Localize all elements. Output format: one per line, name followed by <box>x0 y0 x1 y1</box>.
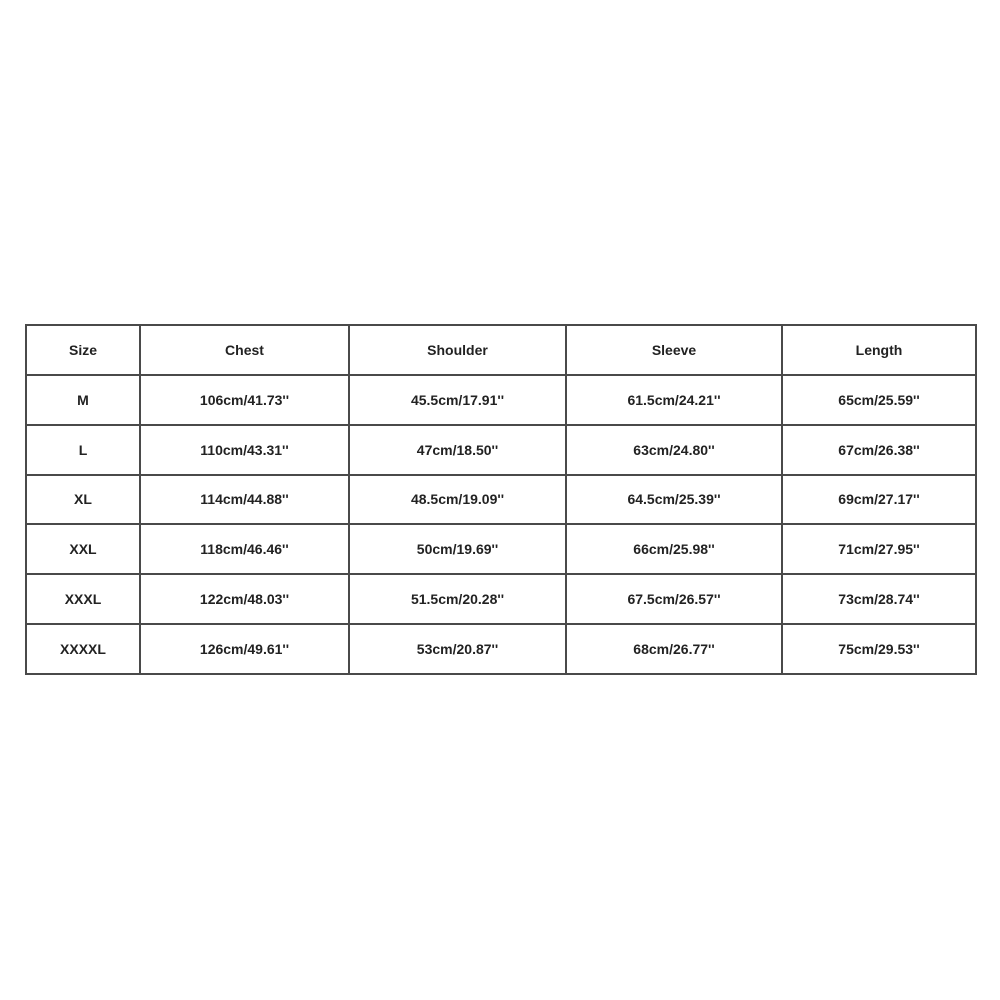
table-header-row <box>26 325 976 375</box>
table-row <box>26 475 976 525</box>
cell-length: 73cm/28.74'' <box>782 574 976 624</box>
cell-shoulder: 51.5cm/20.28'' <box>349 574 566 624</box>
cell-sleeve: 67.5cm/26.57'' <box>566 574 782 624</box>
cell-size: XL <box>26 475 140 525</box>
cell-shoulder: 47cm/18.50'' <box>349 425 566 475</box>
cell-sleeve: 64.5cm/25.39'' <box>566 475 782 525</box>
table-row <box>26 425 976 475</box>
cell-sleeve: 66cm/25.98'' <box>566 524 782 574</box>
header-chest: Chest <box>140 325 349 375</box>
table-row <box>26 574 976 624</box>
cell-chest: 126cm/49.61'' <box>140 624 349 674</box>
cell-length: 71cm/27.95'' <box>782 524 976 574</box>
cell-size: XXXL <box>26 574 140 624</box>
cell-size: M <box>26 375 140 425</box>
header-shoulder: Shoulder <box>349 325 566 375</box>
cell-length: 75cm/29.53'' <box>782 624 976 674</box>
cell-sleeve: 68cm/26.77'' <box>566 624 782 674</box>
cell-chest: 122cm/48.03'' <box>140 574 349 624</box>
table-row <box>26 624 976 674</box>
cell-shoulder: 53cm/20.87'' <box>349 624 566 674</box>
cell-length: 67cm/26.38'' <box>782 425 976 475</box>
size-chart-table <box>25 324 977 675</box>
header-length: Length <box>782 325 976 375</box>
cell-chest: 114cm/44.88'' <box>140 475 349 525</box>
cell-shoulder: 48.5cm/19.09'' <box>349 475 566 525</box>
cell-size: L <box>26 425 140 475</box>
table-row <box>26 375 976 425</box>
cell-shoulder: 50cm/19.69'' <box>349 524 566 574</box>
cell-sleeve: 61.5cm/24.21'' <box>566 375 782 425</box>
cell-chest: 106cm/41.73'' <box>140 375 349 425</box>
cell-length: 69cm/27.17'' <box>782 475 976 525</box>
cell-size: XXL <box>26 524 140 574</box>
cell-shoulder: 45.5cm/17.91'' <box>349 375 566 425</box>
cell-length: 65cm/25.59'' <box>782 375 976 425</box>
cell-size: XXXXL <box>26 624 140 674</box>
table-row <box>26 524 976 574</box>
header-size: Size <box>26 325 140 375</box>
cell-sleeve: 63cm/24.80'' <box>566 425 782 475</box>
header-sleeve: Sleeve <box>566 325 782 375</box>
cell-chest: 110cm/43.31'' <box>140 425 349 475</box>
cell-chest: 118cm/46.46'' <box>140 524 349 574</box>
